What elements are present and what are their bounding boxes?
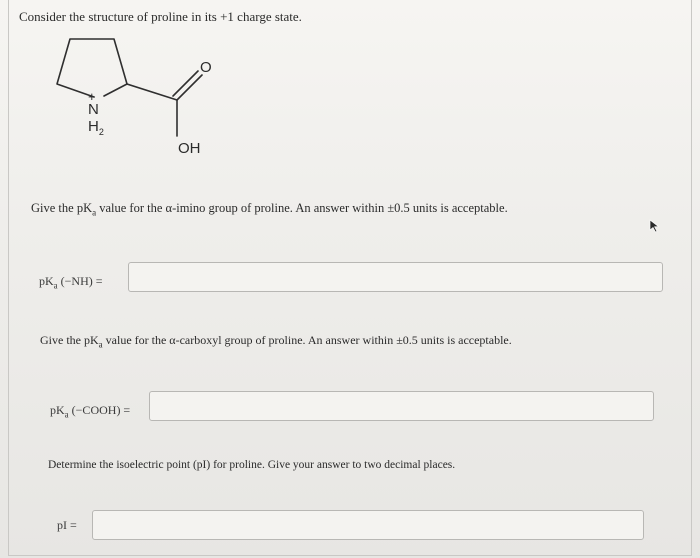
q2-field-label-end: (−COOH) =: [68, 403, 131, 417]
q2-prompt-sub: a: [98, 339, 103, 350]
q1-prompt-sub: a: [92, 207, 97, 218]
hydrogen-label: [88, 119, 104, 140]
hydroxyl-label: OH: [178, 140, 201, 157]
oxygen-label: O: [200, 59, 212, 76]
q2-prompt: [40, 332, 512, 352]
intro-text: Consider the structure of proline in its +1 charge state.: [19, 9, 302, 24]
q2-prompt-end: value for the α-carboxyl group of proline. An answer within ±0.5 units is acceptable.: [102, 333, 512, 347]
q1-prompt-start: Give the pK: [31, 201, 93, 215]
q2-field-label-start: pK: [50, 403, 65, 417]
q1-field-label-end: (−NH) =: [57, 274, 103, 288]
ca-cc-bond: [127, 84, 177, 100]
q1-prompt: [31, 200, 508, 221]
q1-prompt-end: value for the α-imino group of proline. An answer within ±0.5 units is acceptable.: [96, 201, 508, 215]
nitrogen-label: N: [88, 101, 99, 118]
pka-cooh-input[interactable]: [149, 391, 654, 421]
hydrogen-symbol: H: [88, 118, 99, 135]
hydrogen-count: 2: [98, 127, 104, 137]
q2-prompt-start: Give the pK: [40, 333, 99, 347]
pi-input[interactable]: [92, 510, 644, 540]
mouse-pointer-icon: [649, 219, 661, 233]
charge-label: +: [88, 89, 96, 104]
pka-nh-input[interactable]: [128, 262, 663, 292]
q1-field-label-start: pK: [39, 274, 54, 288]
q3-field-label: pI =: [57, 518, 77, 532]
q2-field-label-sub: a: [64, 409, 69, 420]
q3-prompt: Determine the isoelectric point (pI) for proline. Give your answer to two decimal places.: [48, 459, 456, 471]
q2-field-label: [50, 403, 130, 421]
q1-field-label: [39, 274, 103, 292]
ring-bond: [104, 84, 127, 96]
q1-field-label-sub: a: [53, 280, 58, 291]
